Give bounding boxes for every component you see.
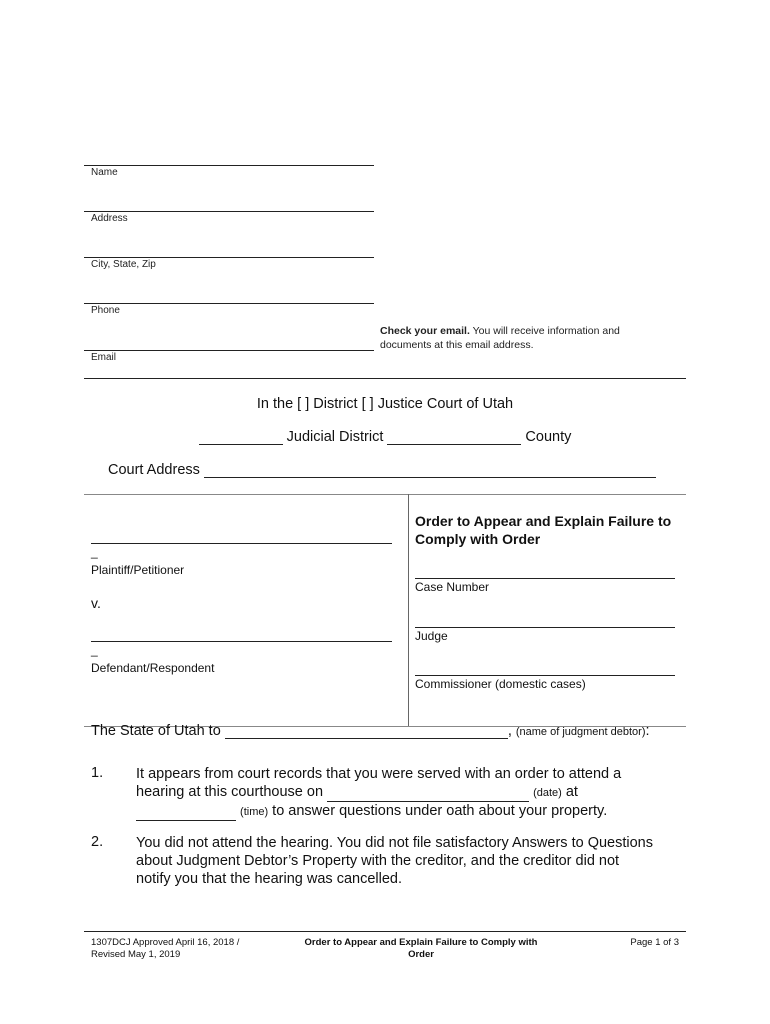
defendant-label: Defendant/Respondent	[91, 661, 215, 675]
city-state-zip-line[interactable]	[84, 257, 374, 258]
footer-title-line-1: Order to Appear and Explain Failure to Comply with	[304, 937, 538, 948]
caption-divider	[408, 494, 409, 726]
plaintiff-label: Plaintiff/Petitioner	[91, 563, 185, 577]
judicial-district-line	[0, 429, 770, 445]
case-number-line[interactable]	[415, 578, 675, 579]
court-address-line	[108, 462, 656, 478]
footer-divider	[84, 931, 686, 932]
county-label: County	[525, 429, 572, 445]
state-of-utah-prefix: The State of Utah to	[91, 723, 221, 739]
name-line[interactable]	[84, 165, 374, 166]
plaintiff-line[interactable]	[91, 543, 392, 544]
state-line-comma: ,	[507, 723, 512, 739]
state-of-utah-line	[91, 723, 650, 739]
judgment-debtor-blank[interactable]	[225, 724, 508, 739]
hearing-time-blank[interactable]	[136, 806, 236, 821]
footer-page-number: Page 1 of 3	[630, 937, 679, 948]
paragraph-1-line-2-text: hearing at this courthouse on	[136, 784, 324, 800]
email-note-bold: Check your email.	[380, 325, 470, 337]
case-number-label: Case Number	[415, 580, 490, 594]
paragraph-2-line-1: You did not attend the hearing. You did not file satisfactory Answers to Questions	[136, 835, 653, 851]
paragraph-1-line-3	[136, 802, 696, 821]
judicial-district-blank[interactable]	[199, 430, 283, 445]
name-label: Name	[91, 167, 118, 178]
footer-form-id: 1307DCJ Approved April 16, 2018 /	[91, 937, 240, 948]
commissioner-label: Commissioner (domestic cases)	[415, 677, 586, 691]
paragraph-1-line-2	[136, 783, 696, 802]
commissioner-line[interactable]	[415, 675, 675, 676]
defendant-underscore: _	[91, 643, 98, 657]
paragraph-2-line-2: about Judgment Debtor’s Property with the creditor, and the creditor did not	[136, 853, 620, 869]
judge-line[interactable]	[415, 627, 675, 628]
judge-label: Judge	[415, 629, 448, 643]
paragraph-1-at: at	[565, 784, 578, 800]
order-title: Order to Appear and Explain Failure to Comply with Order	[415, 513, 672, 547]
paragraph-2-line-3: notify you that the hearing was cancelled.	[136, 871, 402, 887]
footer-title-line-2: Order	[408, 949, 434, 960]
address-line[interactable]	[84, 211, 374, 212]
footer-center	[290, 937, 552, 961]
hearing-date-blank[interactable]	[327, 787, 529, 802]
email-note	[380, 324, 670, 352]
paragraph-1-line-1: It appears from court records that you were served with an order to attend a	[136, 766, 622, 782]
header-divider	[84, 378, 686, 379]
caption-top-border	[84, 494, 686, 495]
plaintiff-underscore: _	[91, 545, 98, 559]
footer-revised: Revised May 1, 2019	[91, 949, 181, 960]
paragraph-1-number: 1.	[91, 765, 104, 781]
date-note: (date)	[533, 787, 562, 799]
paragraph-1	[136, 765, 696, 821]
email-line[interactable]	[84, 350, 374, 351]
judgment-debtor-note: (name of judgment debtor)	[515, 726, 646, 738]
state-line-colon: :	[645, 723, 650, 739]
address-label: Address	[91, 213, 128, 224]
footer-left	[91, 937, 239, 961]
court-address-blank[interactable]	[204, 463, 656, 478]
court-address-label: Court Address	[108, 462, 200, 478]
defendant-line[interactable]	[91, 641, 392, 642]
paragraph-1-line-3-text: to answer questions under oath about your property.	[272, 803, 608, 819]
paragraph-2	[136, 834, 706, 888]
phone-label: Phone	[91, 305, 120, 316]
judicial-district-label: Judicial District	[286, 429, 384, 445]
paragraph-2-number: 2.	[91, 834, 104, 850]
phone-line[interactable]	[84, 303, 374, 304]
court-line: In the [ ] District [ ] Justice Court of Utah	[256, 396, 514, 412]
email-note-text: You will receive information and documents at this email address.	[380, 325, 620, 351]
county-blank[interactable]	[387, 430, 521, 445]
email-label: Email	[91, 352, 117, 363]
versus-label: v.	[91, 595, 101, 611]
city-state-zip-label: City, State, Zip	[91, 259, 156, 270]
time-note: (time)	[240, 806, 269, 818]
